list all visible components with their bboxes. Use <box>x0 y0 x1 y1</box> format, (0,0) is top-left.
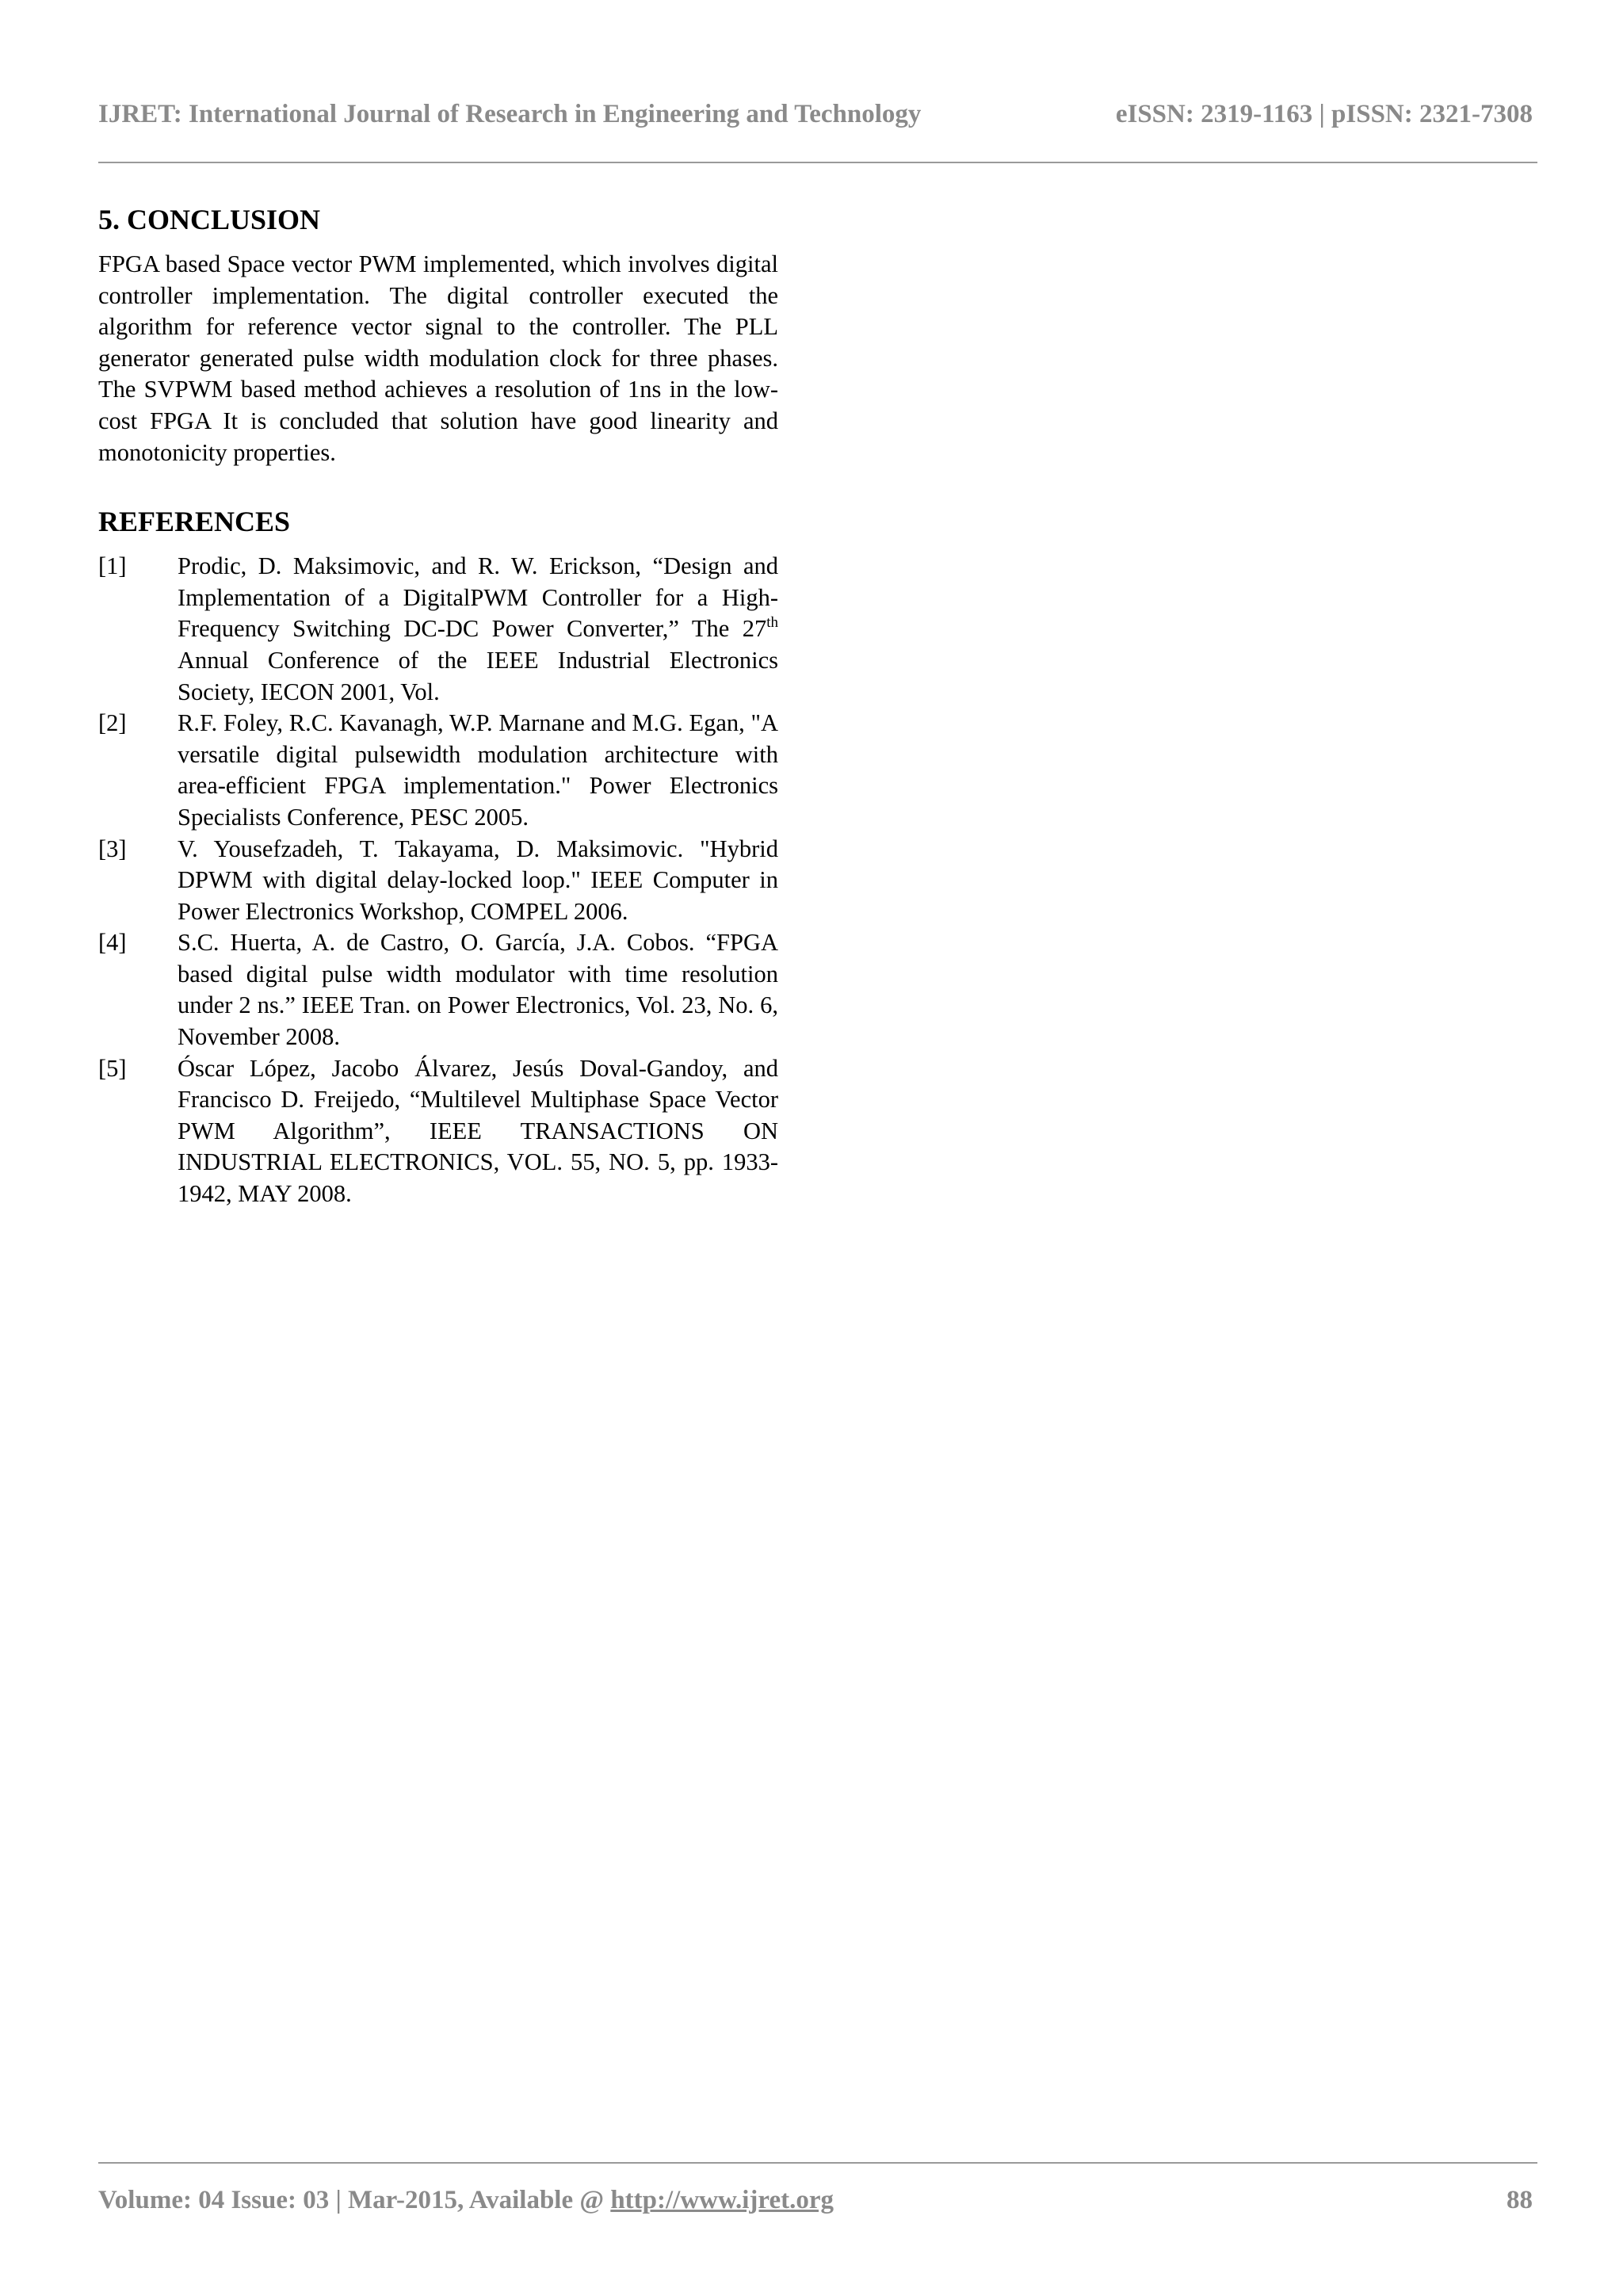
reference-item-5 <box>98 1053 778 1210</box>
reference-text: Óscar López, Jacobo Álvarez, Jesús Doval-Gandoy, and Francisco D. Freijedo, “Multilevel Multiphase Space Vector PWM Algorithm”, IEEE TRANSACTIONS ON INDUSTRIAL ELECTRONICS, VOL. 55, NO. 5, pp. 1933-1942, MAY 2008. <box>178 1054 778 1208</box>
volume-text: Volume: 04 Issue: 03 | Mar-2015, Available @ <box>98 2186 611 2214</box>
reference-text: Prodic, D. Maksimovic, and R. W. Erickson, “Design and Implementation of a DigitalPWM Controller for a High-Frequency Switching DC-DC Power Converter,” The 27 <box>178 552 778 643</box>
reference-text: S.C. Huerta, A. de Castro, O. García, J.A. Cobos. “FPGA based digital pulse width modulator with time resolution under 2 ns.” IEEE Tran. on Power Electronics, Vol. 23, No. 6, November 2008. <box>178 929 778 1051</box>
journal-link[interactable]: http://www.ijret.org <box>610 2186 834 2214</box>
header-divider <box>98 162 1537 163</box>
references-heading: REFERENCES <box>98 506 291 538</box>
reference-list <box>98 551 778 1209</box>
footer-divider <box>98 2162 1537 2164</box>
reference-number: [1] <box>98 552 127 580</box>
page-header <box>98 94 1533 138</box>
reference-item-3 <box>98 834 778 928</box>
reference-item-2 <box>98 708 778 833</box>
conclusion-paragraph: FPGA based Space vector PWM implemented, which involves digital controller implementation. The digital controller executed the algorithm for reference vector signal to the controller. The PLL generator generated pulse width modulation clock for three phases. The SVPWM based method achieves a resolution of 1ns in the low-cost FPGA It is concluded that solution have good linearity and monotonicity properties. <box>98 250 778 466</box>
reference-number: [2] <box>98 709 127 737</box>
reference-number: [5] <box>98 1054 127 1082</box>
volume-info <box>98 2186 834 2215</box>
journal-title: IJRET: International Journal of Research in Engineering and Technology <box>98 100 922 128</box>
reference-number: [3] <box>98 835 127 862</box>
conclusion-heading: 5. CONCLUSION <box>98 204 321 235</box>
reference-item-4 <box>98 927 778 1052</box>
reference-text: V. Yousefzadeh, T. Takayama, D. Maksimovic. "Hybrid DPWM with digital delay-locked loop." IEEE Computer in Power Electronics Workshop, COMPEL 2006. <box>178 835 778 925</box>
reference-text: R.F. Foley, R.C. Kavanagh, W.P. Marnane and M.G. Egan, "A versatile digital pulsewidth modulation architecture with area-efficient FPGA implementation." Power Electronics Specialists Conference, PESC 2005. <box>178 709 778 831</box>
issn-info: eISSN: 2319-1163 | pISSN: 2321-7308 <box>1115 100 1533 128</box>
reference-item-1 <box>98 551 778 708</box>
reference-number: [4] <box>98 929 127 957</box>
page-number: 88 <box>1507 2186 1533 2214</box>
reference-superscript: th <box>766 614 778 632</box>
left-column <box>98 201 778 1210</box>
reference-text-continued: Annual Conference of the IEEE Industrial Electronics Society, IECON 2001, Vol. <box>178 646 778 705</box>
page-footer <box>98 2181 1533 2221</box>
